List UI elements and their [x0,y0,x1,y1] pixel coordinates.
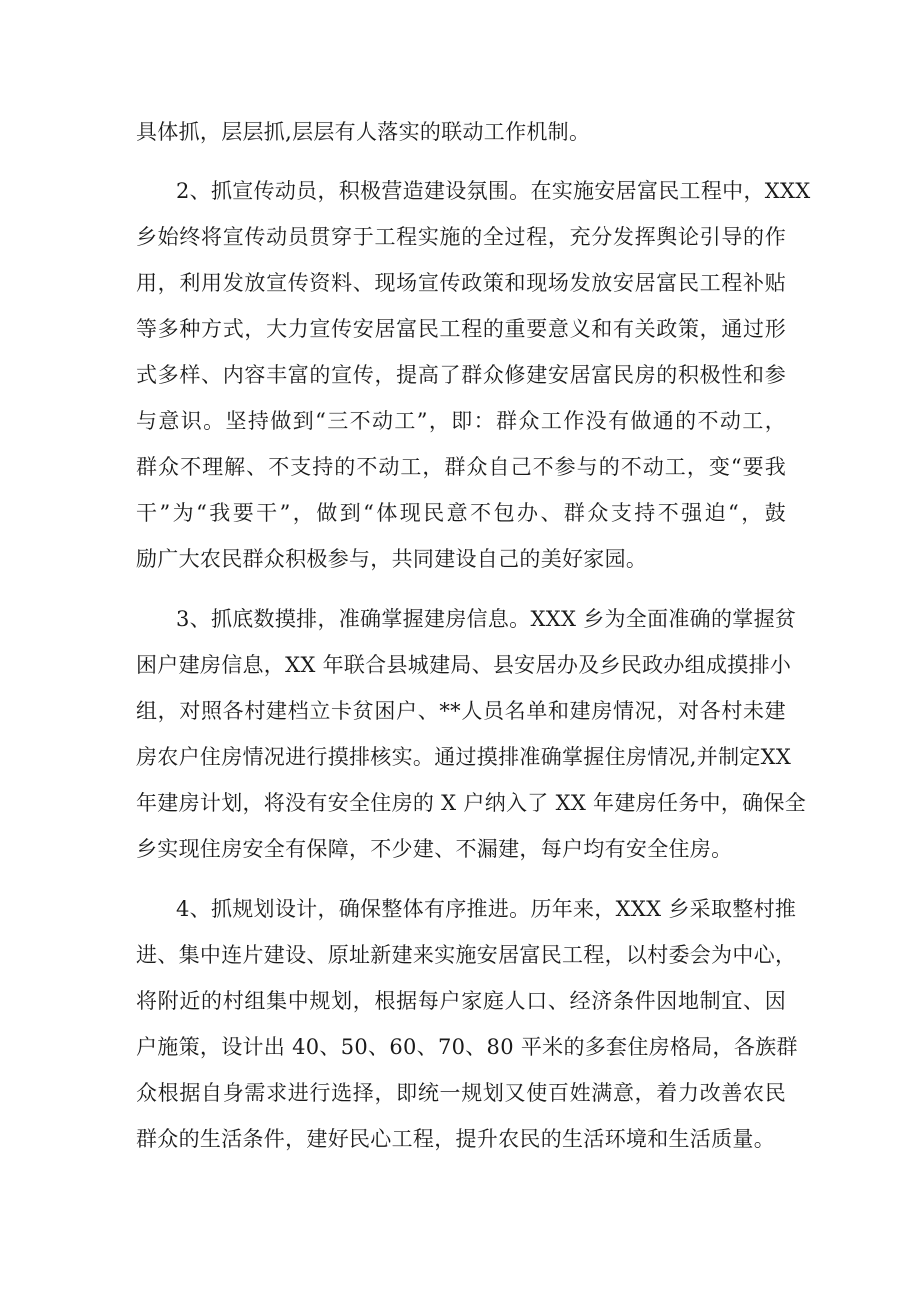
text-line: 房农户住房情况进行摸排核实。通过摸排准确掌握住房情况,并制定XX [136,745,792,769]
text-line: 具体抓，层层抓,层层有人落实的联动工作机制。 [136,120,591,144]
text-line: 困户建房信息，XX 年联合县城建局、县安居办及乡民政办组成摸排小 [136,653,792,677]
text-line: 组，对照各村建档立卡贫困户、**人员名单和建房情况，对各村未建 [136,699,786,723]
text-line: 年建房计划，将没有安全住房的 X 户纳入了 XX 年建房任务中，确保全 [136,791,807,815]
text-line: 众根据自身需求进行选择，即统一规划又使百姓满意，着力改善农民 [136,1081,786,1105]
text-line: 乡实现住房安全有保障，不少建、不漏建，每户均有安全住房。 [136,837,733,861]
text-line: 乡始终将宣传动员贯穿于工程实施的全过程，充分发挥舆论引导的作 [136,225,786,249]
text-line: 将附近的村组集中规划，根据每户家庭人口、经济条件因地制宜、因 [136,989,786,1013]
text-line: 与意识。坚持做到“三不动工”，即：群众工作没有做通的不动工， [136,409,786,433]
text-line: 4、抓规划设计，确保整体有序推进。历年来，XXX 乡采取整村推 [176,897,797,921]
text-line: 用，利用发放宣传资料、现场宣传政策和现场发放安居富民工程补贴 [136,271,786,295]
text-line: 励广大农民群众积极参与，共同建设自己的美好家园。 [136,547,648,571]
text-line: 等多种方式，大力宣传安居富民工程的重要意义和有关政策，通过形 [136,317,786,341]
text-line: 式多样、内容丰富的宣传，提高了群众修建安居富民房的积极性和参 [136,363,786,387]
text-line: 群众不理解、不支持的不动工，群众自己不参与的不动工，变“要我 [136,455,786,479]
text-line: 干”为“我要干”，做到“体现民意不包办、群众支持不强迫“，鼓 [136,501,786,525]
text-line: 进、集中连片建设、原址新建来实施安居富民工程，以村委会为中心， [136,943,797,967]
text-line: 群众的生活条件，建好民心工程，提升农民的生活环境和生活质量。 [136,1127,775,1151]
text-line: 2、抓宣传动员，积极营造建设氛围。在实施安居富民工程中，XXX [176,179,811,203]
text-line: 3、抓底数摸排，准确掌握建房信息。XXX 乡为全面准确的掌握贫 [176,607,797,631]
text-line: 户施策，设计出 40、50、60、70、80 平米的多套住房格局，各族群 [136,1035,798,1059]
